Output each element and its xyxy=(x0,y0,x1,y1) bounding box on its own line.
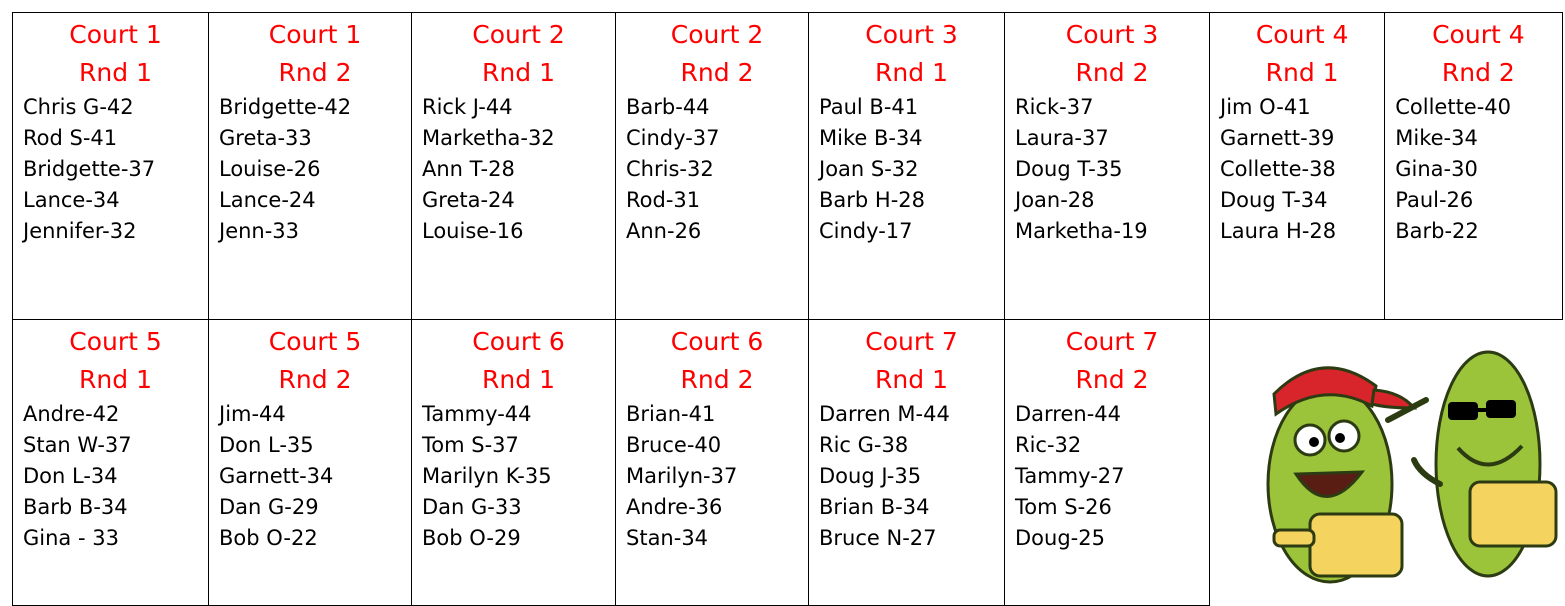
court-cell xyxy=(616,13,809,320)
court-label: Court 2 xyxy=(472,20,565,49)
court-cell xyxy=(412,13,616,320)
score-entry: Greta-33 xyxy=(219,126,312,150)
score-entry: Bridgette-42 xyxy=(219,95,352,119)
score-entry: Barb-22 xyxy=(1395,219,1479,243)
score-entry: Darren-44 xyxy=(1015,402,1122,426)
score-entry: Tammy-27 xyxy=(1015,464,1125,488)
round-label: Rnd 1 xyxy=(79,58,152,87)
court-cell xyxy=(412,320,616,606)
round-label: Rnd 2 xyxy=(1075,58,1149,87)
court-cell xyxy=(13,320,209,606)
score-entry: Collette-40 xyxy=(1395,95,1512,119)
score-entry: Bruce-40 xyxy=(626,433,722,457)
score-entry: Doug T-35 xyxy=(1015,157,1123,181)
score-entry: Ric-32 xyxy=(1015,433,1082,457)
score-entry: Rod-31 xyxy=(626,188,701,212)
score-entry: Brian-41 xyxy=(626,402,716,426)
score-entry: Barb H-28 xyxy=(819,188,926,212)
score-entry: Joan-28 xyxy=(1015,188,1095,212)
score-entry: Dan G-29 xyxy=(219,495,319,519)
score-entry: Jenn-33 xyxy=(219,219,300,243)
score-entry: Joan S-32 xyxy=(819,157,919,181)
score-entry: Mike-34 xyxy=(1395,126,1478,150)
court-label: Court 3 xyxy=(865,20,958,49)
score-entry: Marilyn K-35 xyxy=(422,464,552,488)
court-cell xyxy=(616,320,809,606)
round-label: Rnd 2 xyxy=(278,365,352,394)
score-entry: Lance-24 xyxy=(219,188,316,212)
court-cell xyxy=(209,13,412,320)
score-entry: Lance-34 xyxy=(23,188,120,212)
score-entry: Bridgette-37 xyxy=(23,157,156,181)
score-entry: Ann T-28 xyxy=(422,157,515,181)
table-row-courts-1-4 xyxy=(13,13,1563,320)
score-entry: Marketha-32 xyxy=(422,126,555,150)
score-entry: Cindy-17 xyxy=(819,219,913,243)
round-label: Rnd 2 xyxy=(1441,58,1515,87)
round-label: Rnd 2 xyxy=(680,58,754,87)
court-cell xyxy=(209,320,412,606)
score-entry: Stan-34 xyxy=(626,526,709,550)
score-entry: Doug J-35 xyxy=(819,464,922,488)
score-entry: Ric G-38 xyxy=(819,433,909,457)
court-label: Court 6 xyxy=(472,327,565,356)
score-entry: Darren M-44 xyxy=(819,402,950,426)
score-entry: Chris-32 xyxy=(626,157,714,181)
round-label: Rnd 2 xyxy=(680,365,754,394)
court-label: Court 2 xyxy=(670,20,764,49)
court-label: Court 5 xyxy=(268,327,362,356)
score-entry: Don L-34 xyxy=(23,464,118,488)
court-label: Court 4 xyxy=(1432,20,1525,49)
court-label: Court 7 xyxy=(1065,327,1159,356)
score-entry: Laura H-28 xyxy=(1220,219,1337,243)
score-entry: Tom S-37 xyxy=(422,433,519,457)
score-entry: Jim O-41 xyxy=(1220,95,1311,119)
round-label: Rnd 1 xyxy=(875,58,948,87)
score-entry: Rod S-41 xyxy=(23,126,118,150)
court-cell xyxy=(809,13,1005,320)
score-entry: Barb-44 xyxy=(626,95,710,119)
score-entry: Garnett-39 xyxy=(1220,126,1335,150)
court-cell xyxy=(1385,13,1562,320)
court-label: Court 7 xyxy=(865,327,958,356)
score-entry: Tammy-44 xyxy=(422,402,532,426)
scores-table xyxy=(12,12,1563,606)
score-entry: Bruce N-27 xyxy=(819,526,937,550)
score-entry: Andre-42 xyxy=(23,402,120,426)
round-label: Rnd 1 xyxy=(482,365,555,394)
score-entry: Ann-26 xyxy=(626,219,702,243)
court-cell xyxy=(809,320,1005,606)
score-entry: Barb B-34 xyxy=(23,495,128,519)
court-cell xyxy=(1210,13,1385,320)
score-entry: Gina-30 xyxy=(1395,157,1478,181)
score-entry: Paul-26 xyxy=(1395,188,1474,212)
score-entry: Stan W-37 xyxy=(23,433,132,457)
score-entry: Greta-24 xyxy=(422,188,515,212)
score-entry: Chris G-42 xyxy=(23,95,134,119)
court-label: Court 4 xyxy=(1255,20,1349,49)
court-label: Court 5 xyxy=(69,327,162,356)
court-label: Court 1 xyxy=(69,20,162,49)
round-label: Rnd 1 xyxy=(79,365,152,394)
table-row-courts-5-7 xyxy=(13,320,1563,606)
court-cell xyxy=(13,13,209,320)
score-entry: Rick J-44 xyxy=(422,95,513,119)
score-entry: Marketha-19 xyxy=(1015,219,1148,243)
score-entry: Louise-16 xyxy=(422,219,524,243)
score-entry: Collette-38 xyxy=(1220,157,1336,181)
round-label: Rnd 2 xyxy=(1075,365,1149,394)
score-entry: Jennifer-32 xyxy=(23,219,137,243)
two-pickleball-pickle-mascots-icon xyxy=(1226,324,1562,594)
court-cell xyxy=(1005,320,1210,606)
score-entry: Garnett-34 xyxy=(219,464,334,488)
score-entry: Rick-37 xyxy=(1015,95,1094,119)
score-entry: Don L-35 xyxy=(219,433,314,457)
score-entry: Paul B-41 xyxy=(819,95,919,119)
round-label: Rnd 1 xyxy=(1265,58,1339,87)
score-entry: Mike B-34 xyxy=(819,126,923,150)
score-entry: Andre-36 xyxy=(626,495,723,519)
court-cell xyxy=(1005,13,1210,320)
score-entry: Laura-37 xyxy=(1015,126,1109,150)
score-entry: Bob O-22 xyxy=(219,526,318,550)
score-entry: Tom S-26 xyxy=(1015,495,1112,519)
score-entry: Bob O-29 xyxy=(422,526,521,550)
cropped-title-line xyxy=(0,0,1565,12)
court-label: Court 1 xyxy=(268,20,362,49)
mascot-picture-cell xyxy=(1210,320,1563,606)
score-entry: Brian B-34 xyxy=(819,495,930,519)
score-entry: Marilyn-37 xyxy=(626,464,738,488)
score-entry: Doug-25 xyxy=(1015,526,1105,550)
court-label: Court 3 xyxy=(1065,20,1159,49)
score-entry: Louise-26 xyxy=(219,157,321,181)
round-label: Rnd 1 xyxy=(482,58,555,87)
court-label: Court 6 xyxy=(670,327,764,356)
score-entry: Doug T-34 xyxy=(1220,188,1328,212)
round-label: Rnd 2 xyxy=(278,58,352,87)
round-label: Rnd 1 xyxy=(875,365,948,394)
score-entry: Gina - 33 xyxy=(23,526,119,550)
score-entry: Dan G-33 xyxy=(422,495,522,519)
score-entry: Cindy-37 xyxy=(626,126,720,150)
score-entry: Jim-44 xyxy=(219,402,286,426)
